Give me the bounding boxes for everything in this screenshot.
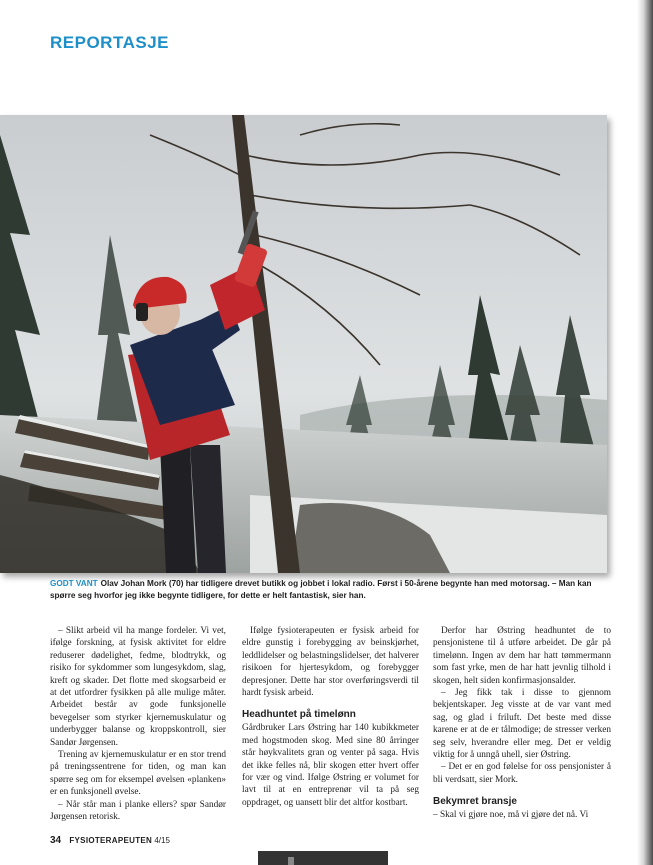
caption-text: Olav Johan Mork (70) har tidligere drevet butikk og jobbet i lokal radio. Først i 50-årene begynte han med motorsag. – Man kan spørre seg hvorfor jeg ikke begynte tidligere, for dette er helt fantastisk, sier han.: [50, 579, 592, 600]
paragraph: Derfor har Østring headhuntet de to pensjonistene til å utføre arbeidet. De går på timelønn. Ingen av dem har hatt tømmermann som fast yrke, men de har hatt jevnlig tilhold i skogen, helt siden konfirmasjonsalder.: [433, 626, 611, 686]
photo-man-chainsaw-forest-icon: [0, 115, 607, 573]
article-column-3: [433, 625, 611, 822]
caption-label: GODT VANT: [50, 579, 98, 588]
paragraph: – Når står man i planke ellers? spør Sandør Jørgensen retorisk.: [50, 799, 226, 823]
section-title: REPORTASJE: [50, 33, 169, 52]
page-edge-shadow: [637, 0, 653, 865]
paragraph: Gårdbruker Lars Østring har 140 kubikkmeter med hogstmoden skog. Med sine 80 årringer står høykvalitets gran og venter på saga. Hvis det ikke felles nå, blir skogen etter hvert offer for vær og vind. Ifølge Østring er volumet for lavt til at en entreprenør vil ta på seg oppdraget, og uansett blir det altfor kostbart.: [242, 723, 419, 808]
toolbar-handle-icon: [288, 857, 294, 865]
page-footer: [50, 835, 170, 846]
article-column-1: [50, 625, 226, 824]
subheading: Headhuntet på timelønn: [242, 709, 356, 721]
paragraph: – Det er en god følelse for oss pensjonister å bli verdsatt, sier Mork.: [433, 762, 611, 785]
page-number: 34: [50, 835, 62, 846]
subheading: Bekymret bransje: [433, 796, 517, 808]
photo-caption: [50, 578, 610, 602]
article-photo: [0, 115, 607, 573]
article-column-2: [242, 625, 419, 809]
paragraph: – Jeg fikk tak i disse to gjennom bekjentskaper. Jeg visste at de var vant med sag, og glad i friluft. Det beste med disse karene er at de er tålmodige; de stresser verken seg selv, hverandre eller meg. Det er veldig viktig for å unngå uhell, sier Østring.: [433, 688, 611, 761]
issue-number: 4/15: [154, 836, 170, 845]
viewer-toolbar-tab[interactable]: [258, 851, 388, 865]
paragraph: Ifølge fysioterapeuten er fysisk arbeid for eldre gunstig i forebygging av beinskjørhet, leddlidelser og belastningslidelser, det halverer risikoen for hjertesykdom, og forebygger depresjoner. Dette har stor overføringsverdi til hardt fysisk arbeid.: [242, 626, 419, 699]
publication-name: FYSIOTERAPEUTEN: [69, 836, 153, 845]
paragraph: – Slikt arbeid vil ha mange fordeler. Vi vet, ifølge forskning, at fysisk aktivitet for eldre reduserer dødelighet, fedme, blodtrykk, og risiko for sykdommer som lungesykdom, slag, kreft og skader. Det flotte med skogsarbeid er at det utfordrer fysikken på alle mulige måter. Arbeidet består av gode funksjonelle bevegelser som styrker kjernemuskulatur og underbygger balanse og kroppskontroll, sier Sandør Jørgensen.: [50, 626, 226, 748]
paragraph: – Skal vi gjøre noe, må vi gjøre det nå. Vi: [433, 810, 589, 821]
paragraph: Trening av kjernemuskulatur er en stor trend på treningssentrene for tiden, og man kan spørre seg om for eksempel øvelsen «planken» er en funksjonell øvelse.: [50, 750, 226, 798]
